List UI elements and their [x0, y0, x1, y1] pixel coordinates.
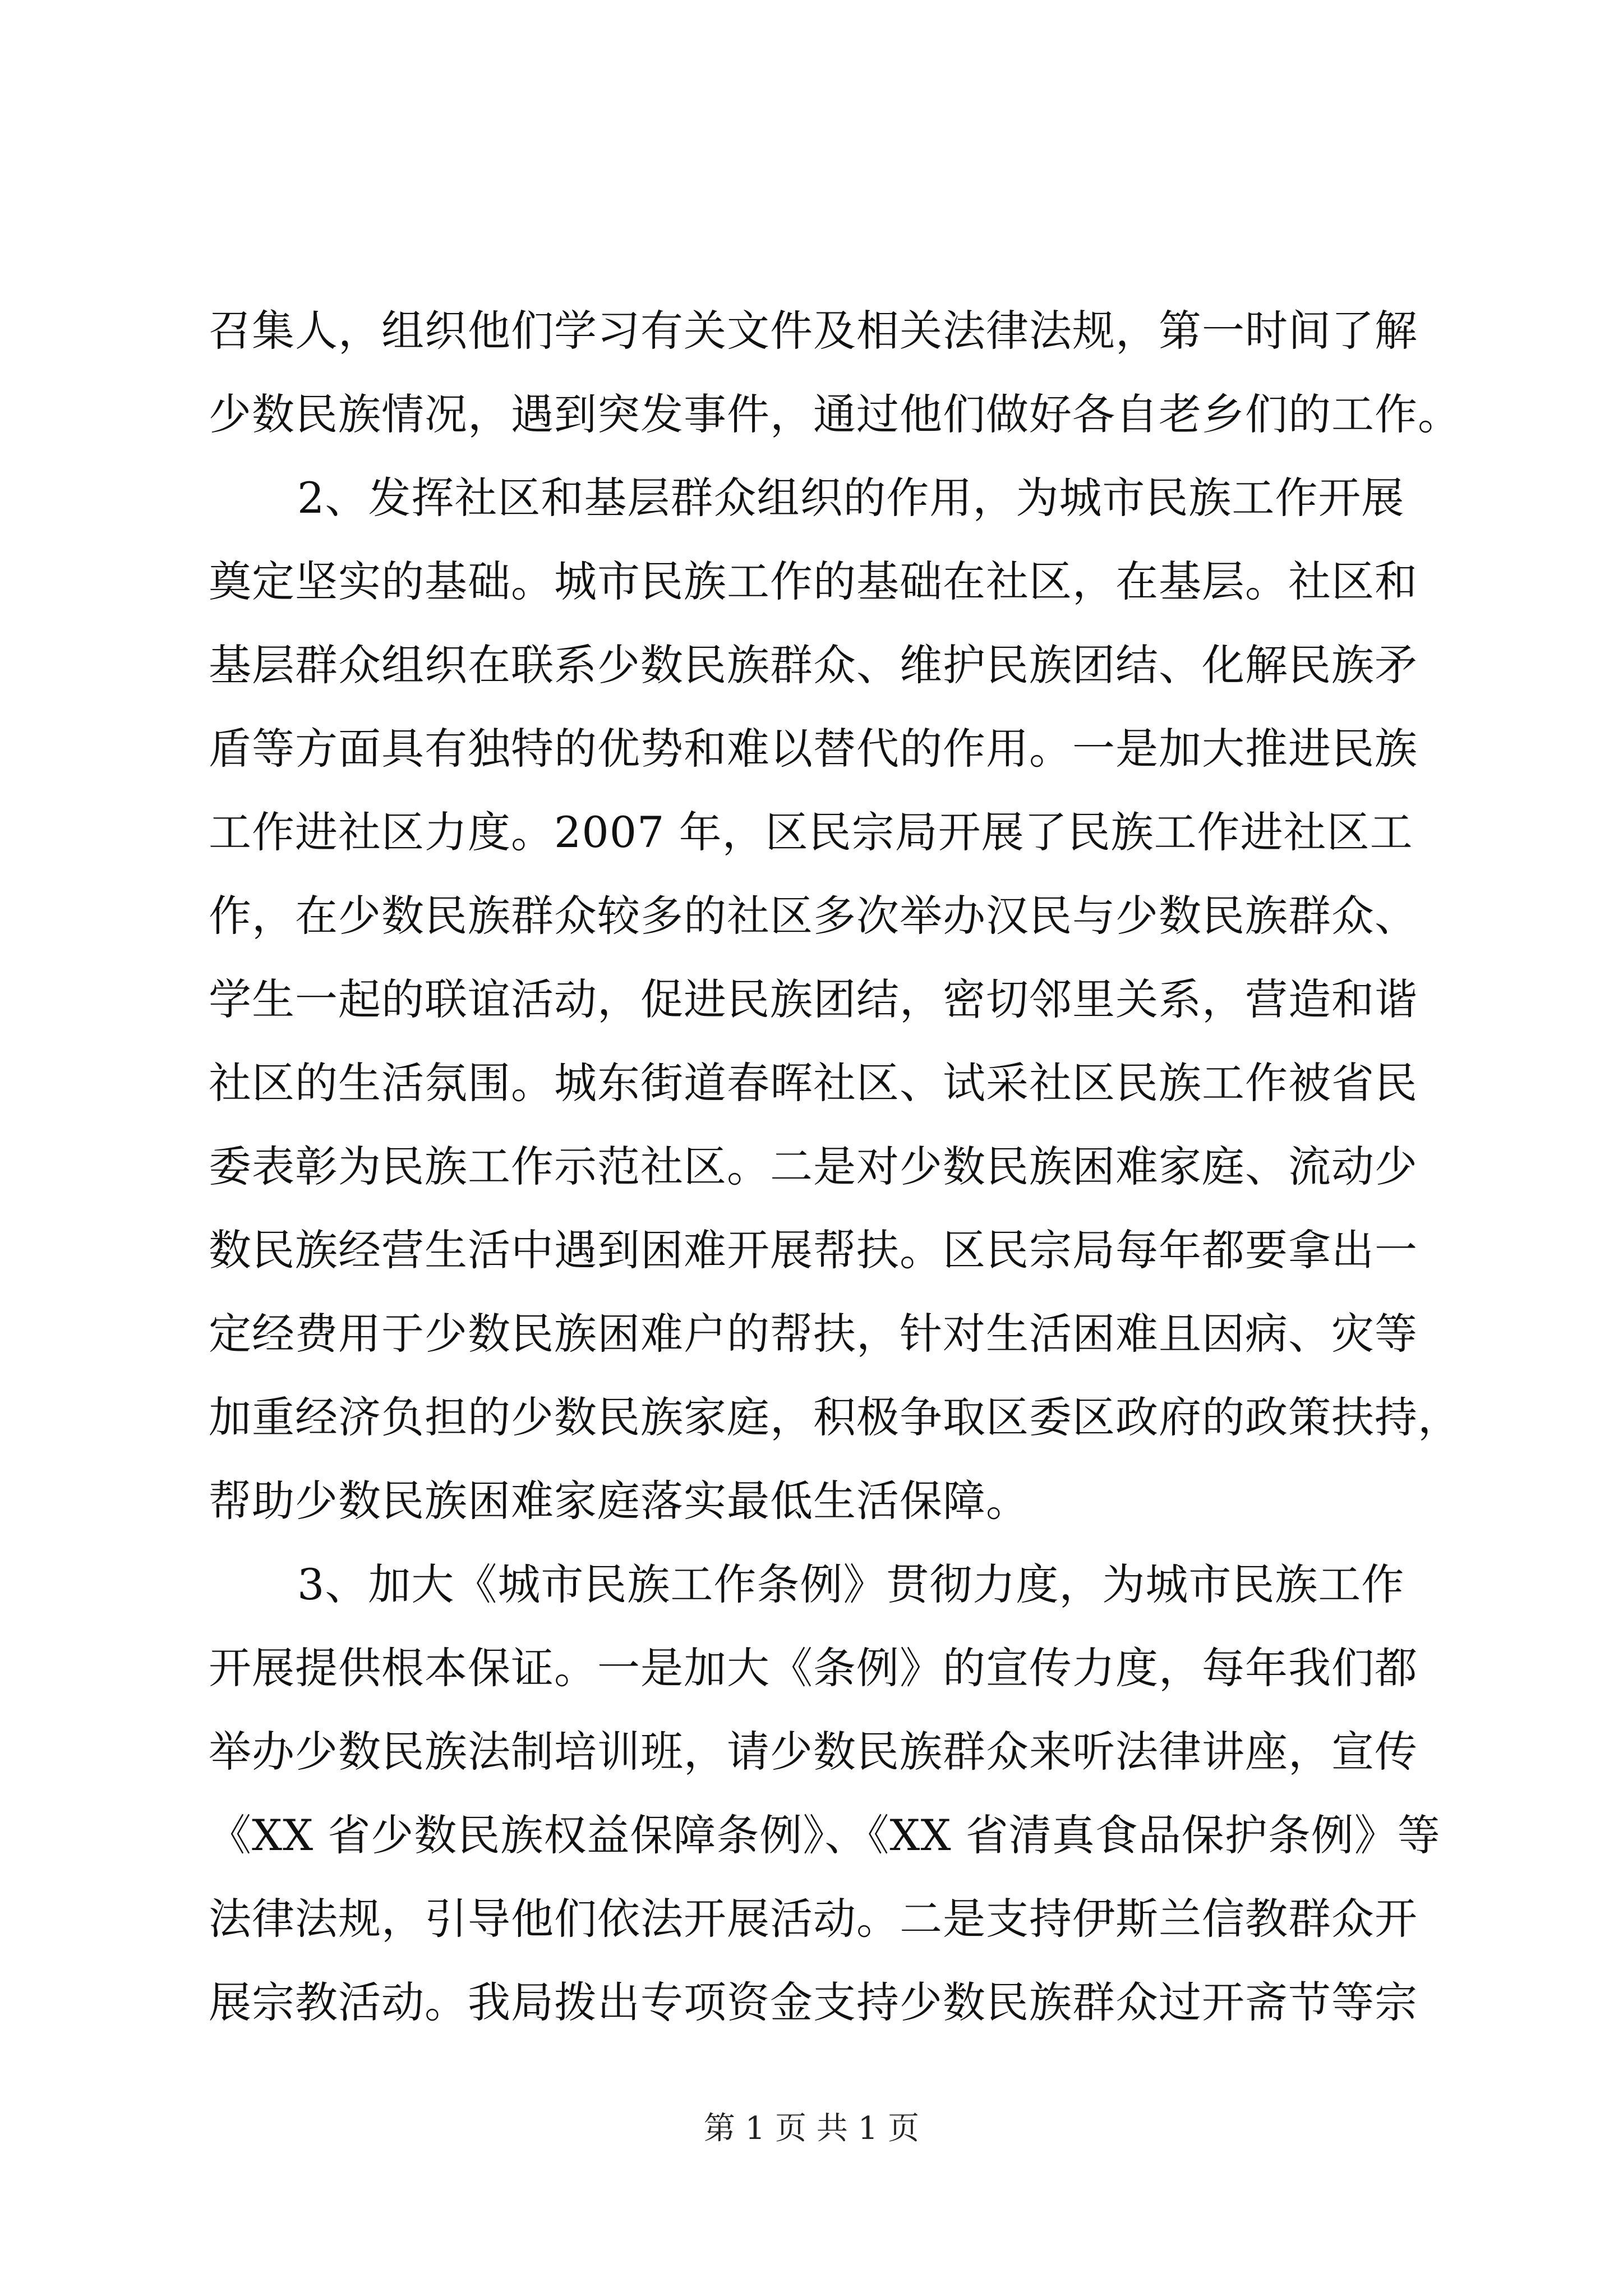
text-line: 基层群众组织在联系少数民族群众、维护民族团结、化解民族矛 [209, 640, 1418, 690]
paragraph-start-line: 2、发挥社区和基层群众组织的作用，为城市民族工作开展 [297, 473, 1405, 523]
text-line: 《XX 省少数民族权益保障条例》、《XX 省清真食品保护条例》等 [209, 1810, 1441, 1860]
text-line: 法律法规，引导他们依法开展活动。二是支持伊斯兰信教群众开 [209, 1894, 1418, 1944]
text-line: 加重经济负担的少数民族家庭，积极争取区委区政府的政策扶持， [209, 1392, 1461, 1442]
text-line: 展宗教活动。我局拨出专项资金支持少数民族群众过开斋节等宗 [209, 1977, 1418, 2027]
text-line: 举办少数民族法制培训班，请少数民族群众来听法律讲座，宣传 [209, 1727, 1418, 1777]
text-line: 少数民族情况，遇到突发事件，通过他们做好各自老乡们的工作。 [209, 389, 1461, 439]
text-line: 盾等方面具有独特的优势和难以替代的作用。一是加大推进民族 [209, 724, 1418, 774]
text-line: 作，在少数民族群众较多的社区多次举办汉民与少数民族群众、 [209, 891, 1418, 941]
text-line: 召集人，组织他们学习有关文件及相关法律法规，第一时间了解 [209, 306, 1418, 356]
text-line: 定经费用于少数民族困难户的帮扶，针对生活困难且因病、灾等 [209, 1309, 1418, 1359]
text-line: 工作进社区力度。2007 年，区民宗局开展了民族工作进社区工 [209, 807, 1413, 857]
text-line: 数民族经营生活中遇到困难开展帮扶。区民宗局每年都要拿出一 [209, 1225, 1418, 1275]
text-line: 奠定坚实的基础。城市民族工作的基础在社区，在基层。社区和 [209, 556, 1418, 606]
text-line: 帮助少数民族困难家庭落实最低生活保障。 [209, 1476, 1029, 1526]
paragraph-start-line: 3、加大《城市民族工作条例》贯彻力度，为城市民族工作 [297, 1559, 1405, 1609]
text-line: 学生一起的联谊活动，促进民族团结，密切邻里关系，营造和谐 [209, 974, 1418, 1024]
text-line: 开展提供根本保证。一是加大《条例》的宣传力度，每年我们都 [209, 1643, 1418, 1693]
text-line: 委表彰为民族工作示范社区。二是对少数民族困难家庭、流动少 [209, 1142, 1418, 1191]
page-footer: 第 1 页 共 1 页 [703, 2110, 920, 2147]
text-line: 社区的生活氛围。城东街道春晖社区、试采社区民族工作被省民 [209, 1058, 1418, 1108]
